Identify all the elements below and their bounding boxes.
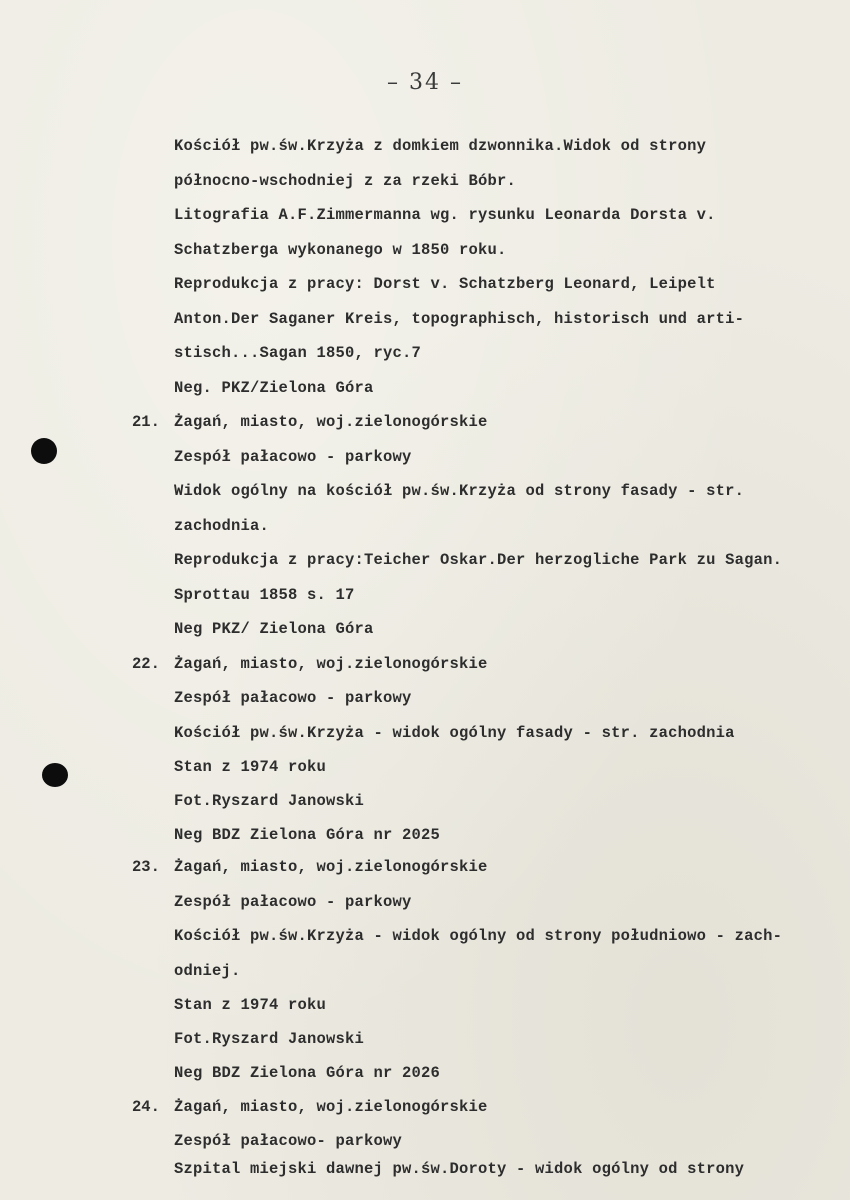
entry-number: 22. xyxy=(132,655,160,673)
text-line: Litografia A.F.Zimmermanna wg. rysunku Leonarda Dorsta v. xyxy=(174,206,716,224)
page-number: – 34 – xyxy=(387,70,463,95)
text-line: Neg PKZ/ Zielona Góra xyxy=(174,620,374,638)
text-line: Neg BDZ Zielona Góra nr 2026 xyxy=(174,1064,441,1082)
text-line: Reprodukcja z pracy:Teicher Oskar.Der herzogliche Park zu Sagan. xyxy=(174,551,783,569)
text-line: Żagań, miasto, woj.zielonogórskie xyxy=(174,655,488,673)
text-line: Neg. PKZ/Zielona Góra xyxy=(174,379,374,397)
entry-number: 21. xyxy=(132,413,160,431)
text-line: Widok ogólny na kościół pw.św.Krzyża od strony fasady - str. xyxy=(174,482,745,500)
text-line: Schatzberga wykonanego w 1850 roku. xyxy=(174,241,507,259)
text-line: Anton.Der Saganer Kreis, topographisch, historisch und arti- xyxy=(174,310,745,328)
entry-number: 23. xyxy=(132,858,160,876)
text-line: Żagań, miasto, woj.zielonogórskie xyxy=(174,858,488,876)
text-line: Kościół pw.św.Krzyża - widok ogólny fasady - str. zachodnia xyxy=(174,724,735,742)
text-line: Żagań, miasto, woj.zielonogórskie xyxy=(174,413,488,431)
text-line: Sprottau 1858 s. 17 xyxy=(174,586,355,604)
text-line: stisch...Sagan 1850, ryc.7 xyxy=(174,344,422,362)
text-line: Zespół pałacowo- parkowy xyxy=(174,1132,403,1150)
text-line: Zespół pałacowo - parkowy xyxy=(174,893,412,911)
text-line: zachodnia. xyxy=(174,517,270,535)
text-line: Fot.Ryszard Janowski xyxy=(174,1030,365,1048)
text-line: Stan z 1974 roku xyxy=(174,758,327,776)
text-line: Stan z 1974 roku xyxy=(174,996,327,1014)
text-line: Kościół pw.św.Krzyża z domkiem dzwonnika.Widok od strony xyxy=(174,137,707,155)
text-line: północno-wschodniej z za rzeki Bóbr. xyxy=(174,172,517,190)
text-line: Zespół pałacowo - parkowy xyxy=(174,448,412,466)
text-line: Kościół pw.św.Krzyża - widok ogólny od strony południowo - zach- xyxy=(174,927,783,945)
text-line: Żagań, miasto, woj.zielonogórskie xyxy=(174,1098,488,1116)
text-line: Szpital miejski dawnej pw.św.Doroty - widok ogólny od strony xyxy=(174,1160,745,1178)
text-line: Zespół pałacowo - parkowy xyxy=(174,689,412,707)
text-line: odniej. xyxy=(174,962,241,980)
text-line: Reprodukcja z pracy: Dorst v. Schatzberg Leonard, Leipelt xyxy=(174,275,716,293)
text-line: Fot.Ryszard Janowski xyxy=(174,792,365,810)
entry-number: 24. xyxy=(132,1098,160,1116)
text-line: Neg BDZ Zielona Góra nr 2025 xyxy=(174,826,441,844)
